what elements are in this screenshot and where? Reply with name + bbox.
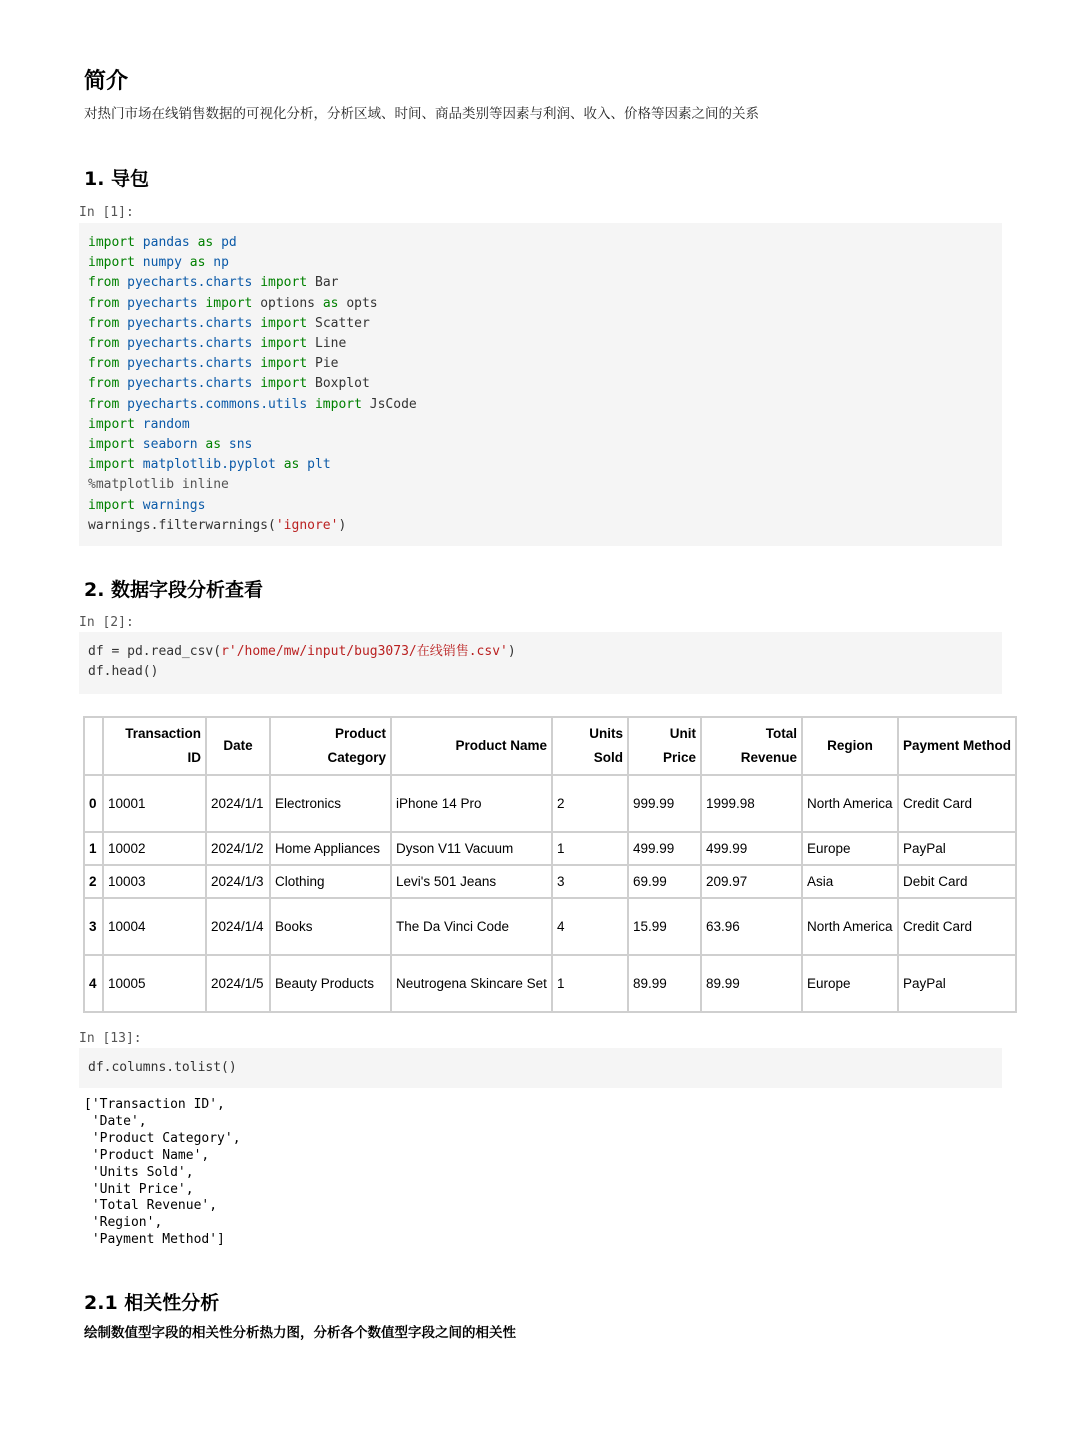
column-header: Total Revenue (701, 717, 802, 775)
code-token: import (260, 356, 308, 372)
intro-title: 简介 (84, 69, 129, 94)
cell-13-prompt: In [13]: (79, 1031, 142, 1046)
table-cell: 209.97 (701, 865, 802, 898)
table-cell: 89.99 (701, 955, 802, 1012)
table-row (84, 832, 1016, 865)
table-cell: 2024/1/3 (206, 865, 270, 898)
table-cell: Home Appliances (270, 832, 391, 865)
code-token (119, 316, 127, 331)
column-header: Transaction ID (103, 717, 206, 775)
table-cell: The Da Vinci Code (391, 898, 552, 955)
code-token: import (88, 235, 135, 250)
code-cell-13-source[interactable]: df.columns.tolist() (88, 1060, 237, 1075)
code-cell-13[interactable] (79, 1048, 1002, 1088)
code-token: import (88, 437, 135, 453)
table-cell: Europe (802, 832, 898, 865)
column-header: Product Category (270, 717, 391, 775)
code-line (88, 415, 993, 435)
code-cell-1-source[interactable] (88, 233, 993, 536)
code-token: Line (307, 336, 347, 352)
code-line (88, 662, 993, 682)
code-token (182, 255, 190, 270)
code-token: as (197, 235, 214, 250)
section-2-1-subtext: 绘制数值型字段的相关性分析热力图，分析各个数值型字段之间的相关性 (84, 1325, 516, 1341)
code-token: matplotlib.pyplot (142, 457, 276, 473)
table-cell: 2024/1/4 (206, 898, 270, 955)
table-cell: Europe (802, 955, 898, 1012)
table-row (84, 865, 1016, 898)
code-token: from (88, 376, 120, 392)
code-token (276, 457, 284, 472)
code-token: import (260, 376, 308, 392)
code-token: from (88, 295, 120, 311)
table-cell: Clothing (270, 865, 391, 898)
code-token: as (322, 295, 339, 311)
code-token: import (260, 336, 308, 352)
code-line (88, 233, 993, 253)
cell-1-prompt: In [1]: (79, 205, 134, 220)
table-cell: 2024/1/2 (206, 832, 270, 865)
code-token: import (88, 497, 135, 513)
code-token: Bar (307, 275, 339, 291)
code-token (135, 417, 143, 432)
table-cell: 499.99 (628, 832, 701, 865)
code-line (88, 516, 993, 536)
table-cell: 2 (552, 775, 628, 832)
code-token: as (283, 457, 300, 473)
code-token: JsCode (361, 396, 417, 412)
table-cell: iPhone 14 Pro (391, 775, 552, 832)
section-2-heading: 2. 数据字段分析查看 (84, 579, 264, 601)
code-line (88, 294, 993, 314)
column-header: Product Name (391, 717, 552, 775)
code-token: warnings.filterwarnings( (88, 517, 276, 533)
code-token: Pie (307, 356, 339, 372)
code-token: import (260, 275, 308, 291)
code-token: r'/home/mw/input/bug3073/在线销售.csv' (221, 644, 508, 659)
code-token (190, 235, 198, 250)
code-token: pandas (142, 235, 190, 250)
code-token: pyecharts.charts (127, 336, 253, 352)
table-cell: North America (802, 775, 898, 832)
code-token: warnings (142, 497, 206, 513)
code-cell-2[interactable] (79, 632, 1002, 694)
code-token: df.head() (88, 664, 159, 680)
table-row (84, 955, 1016, 1012)
dataframe-output-table (83, 716, 1017, 1013)
code-token: np (213, 255, 229, 271)
code-token: pyecharts.charts (127, 275, 253, 291)
code-token: from (88, 315, 120, 331)
columns-list-output: ['Transaction ID', 'Date', 'Product Category', 'Product Name', 'Units Sold', 'Unit Price', 'Total Revenue', 'Region', 'Payment Method'] (84, 1097, 241, 1248)
table-cell: 10005 (103, 955, 206, 1012)
table-cell: 10004 (103, 898, 206, 955)
row-index: 1 (84, 832, 103, 865)
code-token (119, 296, 127, 311)
code-token: pyecharts (127, 295, 198, 311)
code-line (88, 496, 993, 516)
code-token (135, 255, 143, 270)
code-token: Scatter (307, 315, 370, 331)
code-line (88, 314, 993, 334)
code-cell-2-source[interactable] (88, 642, 993, 682)
table-cell: 999.99 (628, 775, 701, 832)
code-token (119, 397, 127, 412)
row-index: 3 (84, 898, 103, 955)
code-token: import (88, 416, 135, 432)
code-token: import (205, 295, 253, 311)
table-cell: 10003 (103, 865, 206, 898)
code-token: from (88, 336, 120, 352)
column-header: Payment Method (898, 717, 1016, 775)
table-cell: Electronics (270, 775, 391, 832)
code-token: sns (228, 437, 253, 453)
code-token: as (189, 255, 206, 271)
table-cell: 2024/1/5 (206, 955, 270, 1012)
table-cell: 69.99 (628, 865, 701, 898)
code-token (135, 498, 143, 513)
code-token: random (142, 416, 190, 432)
code-line (88, 354, 993, 374)
code-line (88, 334, 993, 354)
code-token (119, 376, 127, 391)
row-index: 0 (84, 775, 103, 832)
code-token (119, 356, 127, 371)
table-row (84, 775, 1016, 832)
section-2-1-heading: 2.1 相关性分析 (84, 1292, 220, 1314)
column-header: Units Sold (552, 717, 628, 775)
table-cell: 1 (552, 955, 628, 1012)
code-token: from (88, 396, 120, 412)
code-token: import (88, 255, 135, 271)
code-token: plt (307, 457, 331, 473)
code-token: import (260, 315, 308, 331)
code-token: options (252, 295, 323, 311)
table-cell: Credit Card (898, 775, 1016, 832)
intro-text: 对热门市场在线销售数据的可视化分析，分析区域、时间、商品类别等因素与利润、收入、价格等因素之间的关系 (84, 106, 759, 122)
code-token: Boxplot (307, 376, 370, 392)
code-token: pyecharts.commons.utils (127, 396, 308, 412)
code-line (88, 374, 993, 394)
code-token: pyecharts.charts (127, 376, 253, 392)
code-token: pd (221, 235, 237, 250)
code-token: import (88, 457, 135, 473)
table-cell: Debit Card (898, 865, 1016, 898)
code-line (88, 253, 993, 273)
index-header (84, 717, 103, 775)
code-cell-1[interactable] (79, 223, 1002, 546)
table-cell: 10002 (103, 832, 206, 865)
code-token (135, 457, 143, 472)
table-cell: 63.96 (701, 898, 802, 955)
code-token: opts (338, 295, 378, 311)
code-token: pyecharts.charts (127, 356, 253, 372)
code-line (88, 455, 993, 475)
code-line (88, 273, 993, 293)
code-token: as (205, 437, 222, 453)
cell-2-prompt: In [2]: (79, 615, 134, 630)
code-token: %matplotlib inline (88, 477, 229, 493)
code-token: df = pd.read_csv( (88, 644, 222, 659)
code-line (88, 642, 993, 662)
table-cell: Dyson V11 Vacuum (391, 832, 552, 865)
code-token: from (88, 275, 120, 291)
code-token (135, 235, 143, 250)
table-cell: 89.99 (628, 955, 701, 1012)
code-token: ) (507, 644, 516, 659)
table-cell: Levi's 501 Jeans (391, 865, 552, 898)
code-line (88, 475, 993, 495)
table-cell: Books (270, 898, 391, 955)
table-cell: 4 (552, 898, 628, 955)
table-cell: 3 (552, 865, 628, 898)
table-row (84, 898, 1016, 955)
table-cell: Asia (802, 865, 898, 898)
table-cell: Beauty Products (270, 955, 391, 1012)
row-index: 2 (84, 865, 103, 898)
column-header: Unit Price (628, 717, 701, 775)
table-cell: PayPal (898, 832, 1016, 865)
table-cell: 2024/1/1 (206, 775, 270, 832)
code-token: pyecharts.charts (127, 315, 253, 331)
code-token (119, 336, 127, 351)
table-cell: North America (802, 898, 898, 955)
code-token: ) (338, 517, 347, 533)
code-line (88, 435, 993, 455)
table-cell: Neutrogena Skincare Set (391, 955, 552, 1012)
row-index: 4 (84, 955, 103, 1012)
code-token (307, 397, 315, 412)
code-token (213, 235, 221, 250)
section-1-heading: 1. 导包 (84, 168, 150, 190)
code-line (88, 395, 993, 415)
table-cell: 499.99 (701, 832, 802, 865)
table-cell: 1 (552, 832, 628, 865)
table-cell: 1999.98 (701, 775, 802, 832)
code-token: seaborn (142, 437, 198, 453)
table-header-row (84, 717, 1016, 775)
table-cell: 15.99 (628, 898, 701, 955)
table-cell: Credit Card (898, 898, 1016, 955)
code-token: import (314, 396, 362, 412)
code-token: numpy (142, 255, 182, 271)
code-token (221, 437, 229, 452)
table-cell: 10001 (103, 775, 206, 832)
code-token (119, 275, 127, 290)
column-header: Region (802, 717, 898, 775)
code-token (299, 457, 307, 472)
code-token (135, 437, 143, 452)
code-token: from (88, 356, 120, 372)
column-header: Date (206, 717, 270, 775)
table-cell: PayPal (898, 955, 1016, 1012)
code-token: 'ignore' (275, 517, 339, 533)
